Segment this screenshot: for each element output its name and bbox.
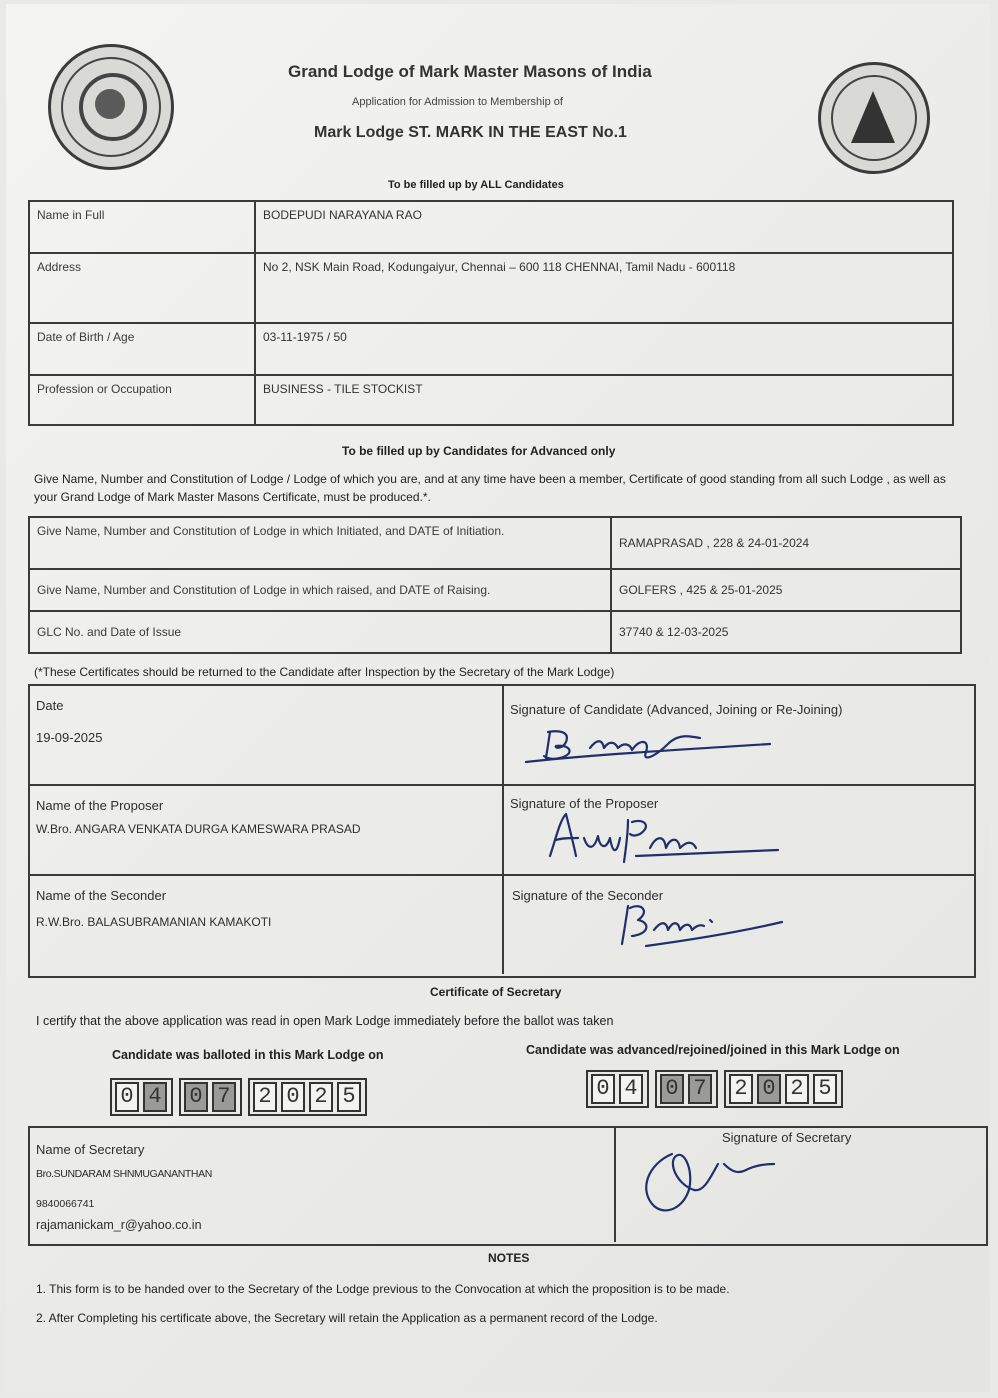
digit-box: 2 — [253, 1082, 277, 1112]
address-label: Address — [29, 253, 255, 323]
table-row — [29, 375, 953, 425]
digit-box: 7 — [212, 1082, 236, 1112]
secretary-name-label: Name of Secretary — [36, 1142, 145, 1157]
digit-box: 2 — [729, 1074, 753, 1104]
row-divider — [28, 874, 974, 876]
mason-seal-icon — [48, 44, 174, 170]
year-boxes — [724, 1070, 843, 1108]
day-boxes — [586, 1070, 649, 1108]
lodge-name: Mark Lodge ST. MARK IN THE EAST No.1 — [314, 124, 627, 141]
digit-box: 5 — [337, 1082, 361, 1112]
table-row — [29, 611, 961, 653]
note-item: 1. This form is to be handed over to the Secretary of the Lodge previous to the Convocation at which the proposition is to be made. — [36, 1282, 730, 1296]
advanced-label: Candidate was advanced/rejoined/joined in this Mark Lodge on — [526, 1043, 900, 1057]
digit-box: 2 — [785, 1074, 809, 1104]
date-label: Date — [36, 698, 64, 713]
address-value: No 2, NSK Main Road, Kodungaiyur, Chennai – 600 118 CHENNAI, Tamil Nadu - 600118 — [255, 253, 953, 323]
profession-value: BUSINESS - TILE STOCKIST — [255, 375, 953, 425]
candidate-signature — [520, 718, 810, 770]
name-label: Name in Full — [29, 201, 255, 253]
raising-value: GOLFERS , 425 & 25-01-2025 — [611, 569, 961, 611]
digit-box: 2 — [309, 1082, 333, 1112]
seconder-signature-label: Signature of the Seconder — [512, 888, 664, 903]
form-title: Grand Lodge of Mark Master Masons of India — [288, 62, 652, 81]
notes-heading: NOTES — [488, 1251, 530, 1265]
initiation-value: RAMAPRASAD , 228 & 24-01-2024 — [611, 517, 961, 569]
digit-box: 0 — [184, 1082, 208, 1112]
table-row — [29, 323, 953, 375]
dob-label: Date of Birth / Age — [29, 323, 255, 375]
initiation-label: Give Name, Number and Constitution of Lodge in which Initiated, and DATE of Initiation. — [29, 517, 611, 569]
proposer-signature — [540, 808, 790, 864]
digit-box: 5 — [813, 1074, 837, 1104]
glc-value: 37740 & 12-03-2025 — [611, 611, 961, 653]
secretary-signature — [628, 1134, 788, 1224]
candidate-details-table — [28, 200, 954, 426]
lodge-emblem-icon — [818, 62, 930, 174]
secretary-email: rajamanickam_r@yahoo.co.in — [36, 1218, 202, 1232]
name-value: BODEPUDI NARAYANA RAO — [255, 201, 953, 253]
balloted-label: Candidate was balloted in this Mark Lodge on — [112, 1048, 384, 1062]
month-boxes — [179, 1078, 242, 1116]
digit-box: 4 — [143, 1082, 167, 1112]
date-value: 19-09-2025 — [36, 730, 103, 745]
seconder-signature — [610, 896, 790, 950]
note-item: 2. After Completing his certificate above, the Secretary will retain the Application as a permanent record of the Lodge. — [36, 1311, 658, 1325]
row-divider — [28, 784, 974, 786]
advanced-instruction: Give Name, Number and Constitution of Lodge / Lodge of which you are, and at any time have been a member, Certificate of good standing from all such Lodge , as well as your Grand Lodge of Mark Master Masons Certificate, must be produced.*. — [34, 472, 946, 504]
secretary-divider — [614, 1126, 616, 1242]
year-boxes — [248, 1078, 367, 1116]
table-row — [29, 569, 961, 611]
secretary-signature-label: Signature of Secretary — [722, 1130, 852, 1145]
form-subtitle: Application for Admission to Membership of — [352, 96, 563, 108]
digit-box: 0 — [660, 1074, 684, 1104]
advanced-details-table — [28, 516, 962, 654]
proposer-label: Name of the Proposer — [36, 798, 164, 813]
table-row — [29, 517, 961, 569]
table-row — [29, 201, 953, 253]
table-row — [29, 253, 953, 323]
day-boxes — [110, 1078, 173, 1116]
certificate-footnote: (*These Certificates should be returned to the Candidate after Inspection by the Secretary of the Mark Lodge) — [34, 665, 615, 679]
digit-box: 7 — [688, 1074, 712, 1104]
digit-box: 0 — [115, 1082, 139, 1112]
month-boxes — [655, 1070, 718, 1108]
seconder-label: Name of the Seconder — [36, 888, 167, 903]
certificate-statement: I certify that the above application was read in open Mark Lodge immediately before the ballot was taken — [36, 1014, 614, 1028]
raising-label: Give Name, Number and Constitution of Lodge in which raised, and DATE of Raising. — [29, 569, 611, 611]
profession-label: Profession or Occupation — [29, 375, 255, 425]
seconder-name: R.W.Bro. BALASUBRAMANIAN KAMAKOTI — [36, 915, 272, 929]
digit-box: 0 — [591, 1074, 615, 1104]
dob-value: 03-11-1975 / 50 — [255, 323, 953, 375]
section-all-heading: To be filled up by ALL Candidates — [388, 179, 564, 191]
section-advanced-heading: To be filled up by Candidates for Advanced only — [342, 444, 616, 458]
secretary-phone: 9840066741 — [36, 1198, 95, 1210]
digit-box: 4 — [619, 1074, 643, 1104]
digit-box: 0 — [281, 1082, 305, 1112]
proposer-name: W.Bro. ANGARA VENKATA DURGA KAMESWARA PRASAD — [36, 822, 361, 836]
digit-box: 0 — [757, 1074, 781, 1104]
signatures-divider — [502, 684, 504, 974]
certificate-heading: Certificate of Secretary — [430, 985, 562, 999]
secretary-name: Bro.SUNDARAM SHNMUGANANTHAN — [36, 1168, 212, 1180]
advanced-date-boxes — [586, 1070, 849, 1108]
proposer-signature-label: Signature of the Proposer — [510, 796, 659, 811]
glc-label: GLC No. and Date of Issue — [29, 611, 611, 653]
candidate-signature-label: Signature of Candidate (Advanced, Joining or Re-Joining) — [510, 702, 843, 717]
balloted-date-boxes — [110, 1078, 373, 1116]
